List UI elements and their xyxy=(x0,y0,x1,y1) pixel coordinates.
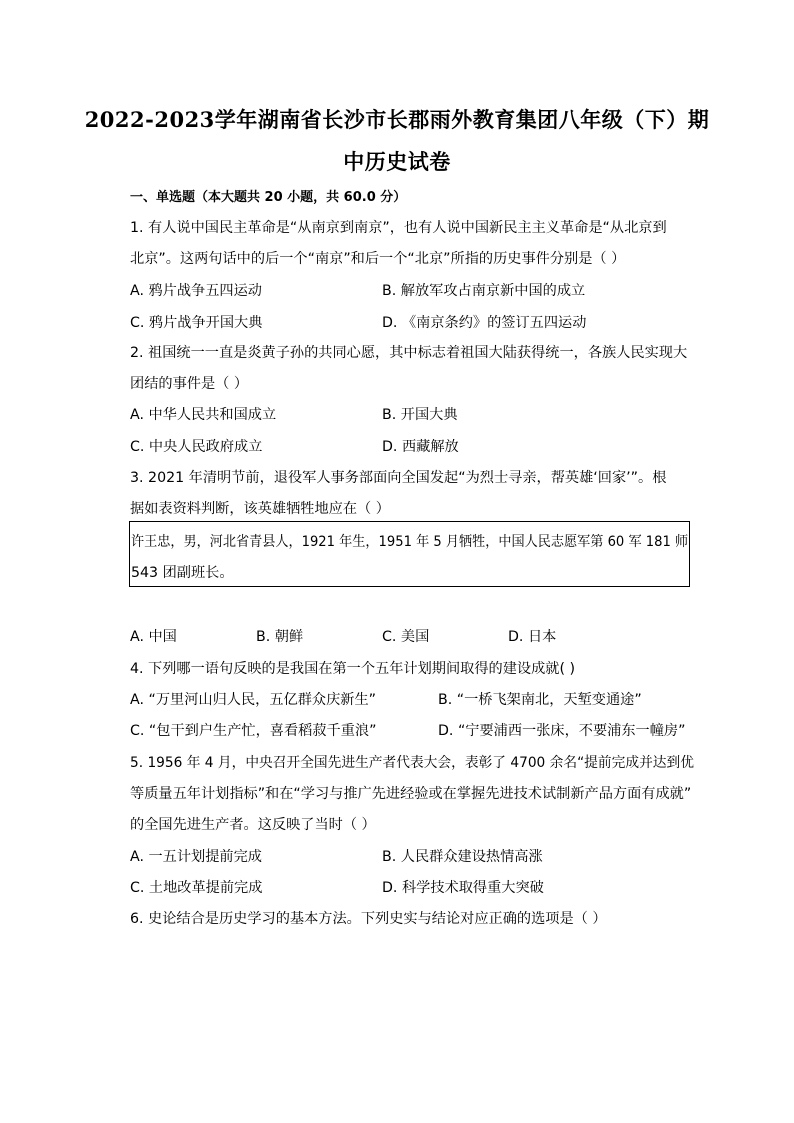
question-3-option-d: D. 日本 xyxy=(508,629,557,645)
question-1-line-1: 1. 有人说中国民主革命是“从南京到南京”，也有人说中国新民主主义革命是“从北京到 xyxy=(130,220,667,236)
question-5-line-1: 5. 1956 年 4 月，中央召开全国先进生产者代表大会，表彰了 4700 余名“提前完成并达到优 xyxy=(130,755,694,771)
question-1-option-d: D. 《南京条约》的签订五四运动 xyxy=(382,315,587,331)
question-4-option-b: B. “一桥飞架南北，天堑变通途” xyxy=(438,692,642,708)
question-1-option-c: C. 鸦片战争开国大典 xyxy=(130,315,263,331)
exam-title-line-2: 中历史试卷 xyxy=(343,149,451,174)
section-heading: 一、单选题（本大题共 20 小题，共 60.0 分） xyxy=(130,190,407,205)
question-5-option-b: B. 人民群众建设热情高涨 xyxy=(382,849,543,865)
question-2-line-1: 2. 祖国统一一直是炎黄子孙的共同心愿，其中标志着祖国大陆获得统一，各族人民实现大 xyxy=(130,345,688,361)
question-4-option-a: A. “万里河山归人民，五亿群众庆新生” xyxy=(130,692,376,708)
question-3-material-line-1: 许王忠，男，河北省青县人，1921 年生，1951 年 5 月牺牲，中国人民志愿军第 60 军 181 师 xyxy=(131,534,689,550)
question-5-line-3: 的全国先进生产者。这反映了当时（ ） xyxy=(130,817,376,833)
question-5-option-a: A. 一五计划提前完成 xyxy=(130,849,262,865)
question-3-material-table xyxy=(129,521,690,587)
question-3-option-b: B. 朝鲜 xyxy=(256,629,304,645)
question-1-line-2: 北京”。这两句话中的后一个“南京”和后一个“北京”所指的历史事件分别是（ ） xyxy=(130,251,626,267)
exam-title-line-1: 2022-2023学年湖南省长沙市长郡雨外教育集团八年级（下）期 xyxy=(84,107,710,132)
question-3-option-c: C. 美国 xyxy=(382,629,430,645)
question-3-line-2: 据如表资料判断，该英雄牺牲地应在（ ） xyxy=(130,501,390,517)
question-3-option-a: A. 中国 xyxy=(130,629,177,645)
question-4-option-d: D. “宁要浦西一张床，不要浦东一幢房” xyxy=(438,723,686,739)
question-3-material-line-2: 543 团副班长。 xyxy=(131,565,234,581)
question-4-option-c: C. “包干到户生产忙，喜看稻菽千重浪” xyxy=(130,723,377,739)
question-3-line-1: 3. 2021 年清明节前，退役军人事务部面向全国发起“为烈士寻亲，帮英雄‘回家’”。根 xyxy=(130,470,667,486)
question-6-line-1: 6. 史论结合是历史学习的基本方法。下列史实与结论对应正确的选项是（ ） xyxy=(130,911,607,927)
question-2-option-d: D. 西藏解放 xyxy=(382,439,459,455)
question-2-line-2: 团结的事件是（ ） xyxy=(130,376,249,392)
question-1-option-b: B. 解放军攻占南京新中国的成立 xyxy=(382,283,586,299)
question-2-option-a: A. 中华人民共和国成立 xyxy=(130,407,277,423)
question-5-line-2: 等质量五年计划指标”和在“学习与推广先进经验或在掌握先进技术试制新产品方面有成就” xyxy=(130,786,692,802)
question-5-option-c: C. 土地改革提前完成 xyxy=(130,880,263,896)
question-1-option-a: A. 鸦片战争五四运动 xyxy=(130,283,262,299)
question-2-option-b: B. 开国大典 xyxy=(382,407,458,423)
question-4-line-1: 4. 下列哪一语句反映的是我国在第一个五年计划期间取得的建设成就( ) xyxy=(130,661,576,677)
question-5-option-d: D. 科学技术取得重大突破 xyxy=(382,880,544,896)
question-2-option-c: C. 中央人民政府成立 xyxy=(130,439,263,455)
